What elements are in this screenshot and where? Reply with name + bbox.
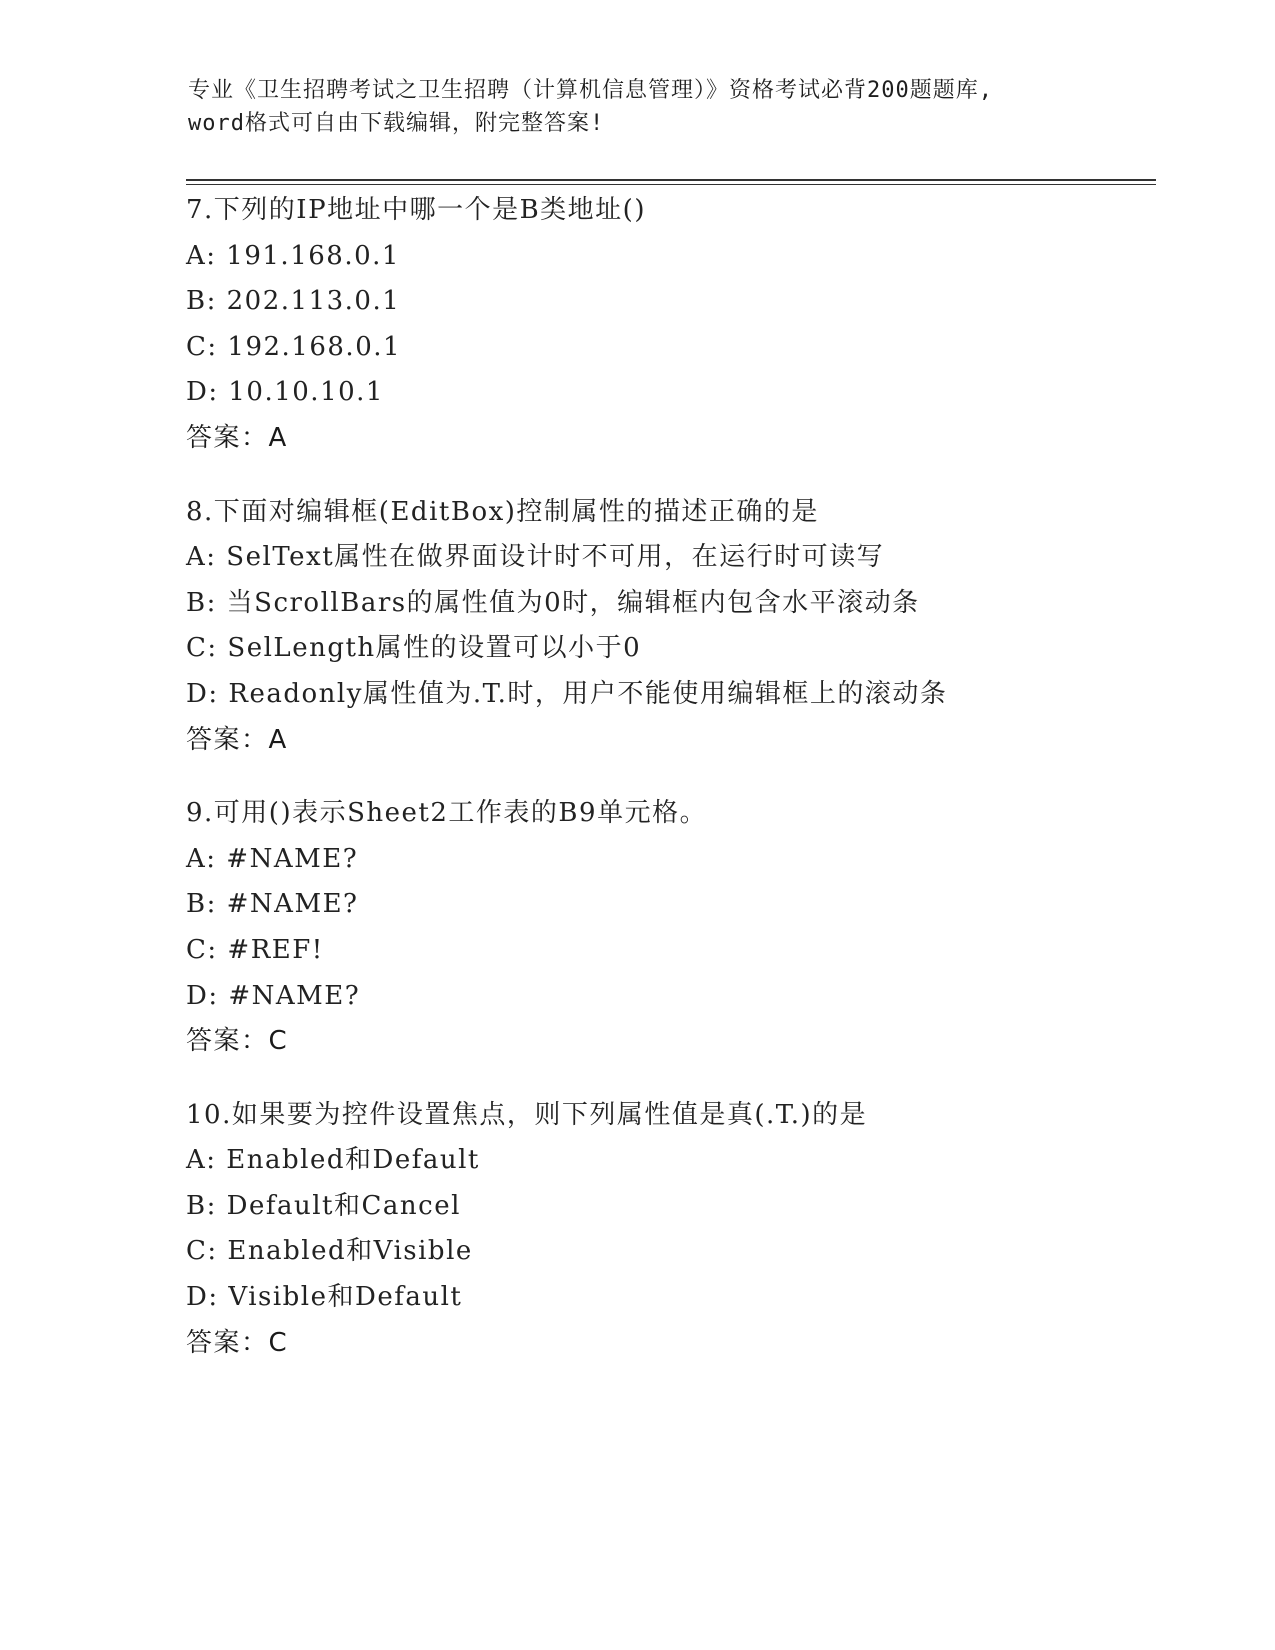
option-d: D: Visible和Default <box>186 1282 463 1313</box>
document-header <box>188 74 1088 140</box>
answer-line: 答案：A <box>186 724 288 755</box>
question-10 <box>186 1093 1186 1367</box>
option-c: C: 192.168.0.1 <box>186 331 402 362</box>
option-c: C: #REF! <box>186 934 324 965</box>
option-c: C: SelLength属性的设置可以小于0 <box>186 633 642 664</box>
answer-line: 答案：C <box>186 1327 289 1358</box>
option-b: B: 当ScrollBars的属性值为0时，编辑框内包含水平滚动条 <box>186 587 920 618</box>
option-c: C: Enabled和Visible <box>186 1236 473 1267</box>
option-b: B: Default和Cancel <box>186 1190 461 1221</box>
header-divider <box>186 179 1156 185</box>
option-d: D: 10.10.10.1 <box>186 377 384 408</box>
option-b: B: 202.113.0.1 <box>186 286 401 317</box>
answer-line: 答案：A <box>186 422 288 453</box>
option-a: A: #NAME? <box>186 843 359 874</box>
question-8 <box>186 490 1186 764</box>
question-list <box>186 188 1186 1394</box>
option-a: A: 191.168.0.1 <box>186 240 400 271</box>
question-stem: 9.可用()表示Sheet2工作表的B9单元格。 <box>186 798 708 829</box>
question-7 <box>186 188 1186 462</box>
answer-line: 答案：C <box>186 1026 289 1057</box>
question-stem: 7.下列的IP地址中哪一个是B类地址() <box>186 195 646 225</box>
header-subtitle-line: word格式可自由下载编辑，附完整答案! <box>188 111 605 136</box>
question-9 <box>186 791 1186 1065</box>
option-d: D: Readonly属性值为.T.时，用户不能使用编辑框上的滚动条 <box>186 678 948 709</box>
option-b: B: #NAME? <box>186 889 359 920</box>
option-a: A: SelText属性在做界面设计时不可用，在运行时可读写 <box>186 542 885 573</box>
option-a: A: Enabled和Default <box>186 1145 480 1176</box>
question-stem: 8.下面对编辑框(EditBox)控制属性的描述正确的是 <box>186 496 819 527</box>
question-stem: 10.如果要为控件设置焦点，则下列属性值是真(.T.)的是 <box>186 1099 868 1130</box>
header-title-line: 专业《卫生招聘考试之卫生招聘（计算机信息管理）》资格考试必背200题题库, <box>188 78 993 103</box>
option-d: D: #NAME? <box>186 980 361 1011</box>
